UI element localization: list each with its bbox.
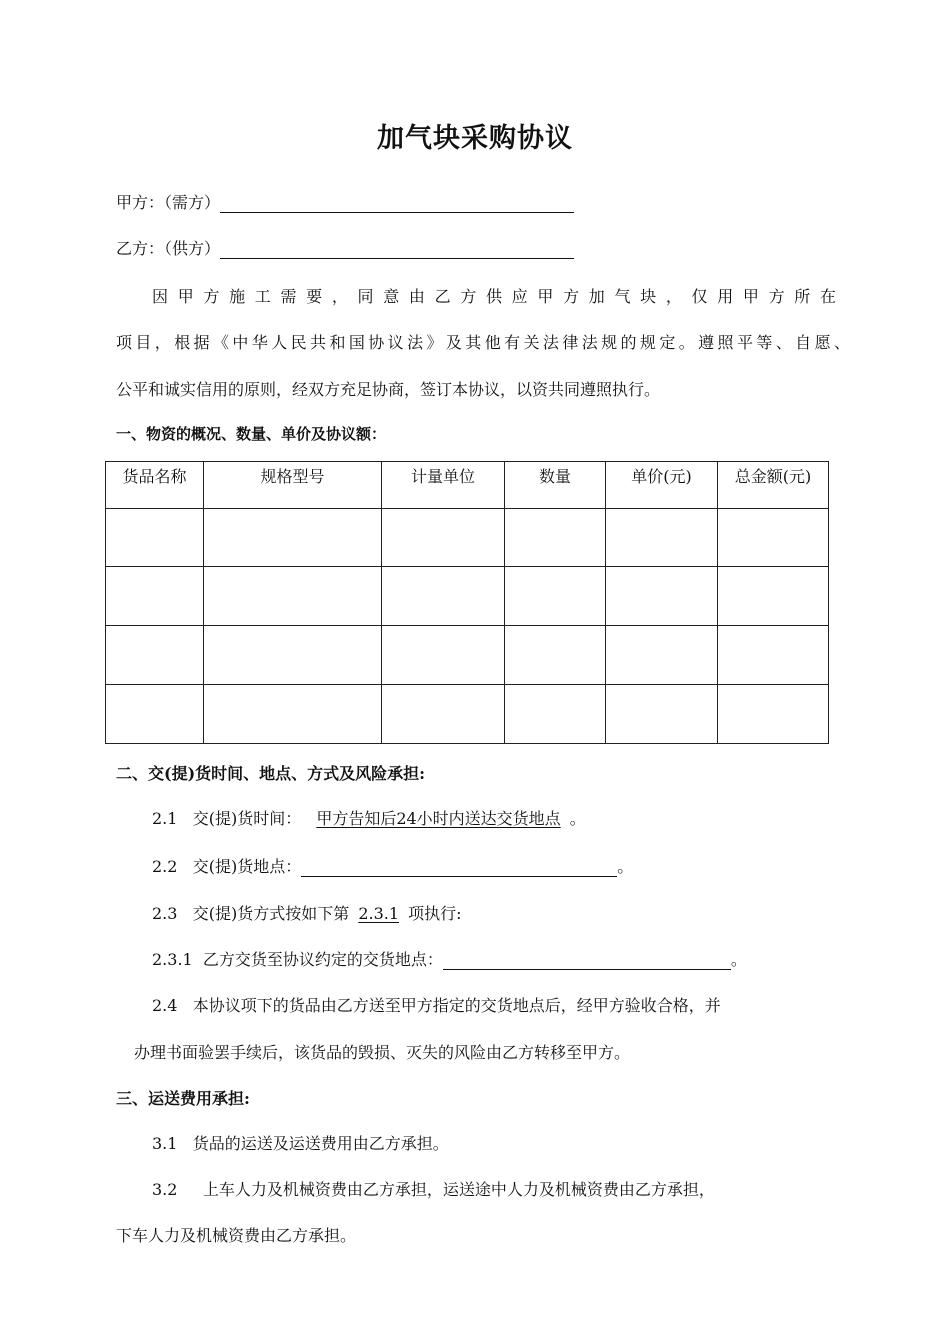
intro-line-2: 项目，根据《中华人民共和国协议法》及其他有关法律法规的规定。遵照平等、自愿、 xyxy=(116,333,850,352)
item-2-3-label: 交(提)货方式按如下第 xyxy=(192,904,350,923)
item-number: 2.4 xyxy=(152,996,178,1015)
item-2-1-label: 交(提)货时间： xyxy=(192,809,302,828)
item-2-1-end: 。 xyxy=(569,809,586,828)
section-1-heading: 一、物资的概况、数量、单价及协议额： xyxy=(116,425,387,443)
table-cell[interactable] xyxy=(204,626,382,685)
item-2-4-line-2: 办理书面验罢手续后，该货品的毁损、灭失的风险由乙方转移至甲方。 xyxy=(134,1043,631,1062)
item-number: 3.2 xyxy=(152,1180,178,1199)
item-number: 2.1 xyxy=(152,809,178,828)
party-a-blank[interactable] xyxy=(220,192,574,213)
table-cell[interactable] xyxy=(106,509,204,567)
item-2-1 xyxy=(152,806,586,829)
party-b-row xyxy=(116,236,574,259)
agreed-delivery-place-blank[interactable] xyxy=(443,950,731,970)
item-2-3-1-label: 乙方交货至协议约定的交货地点： xyxy=(202,950,443,969)
item-2-4-line-1 xyxy=(152,993,721,1016)
party-a-label: 甲方：（需方） xyxy=(116,193,221,212)
table-row xyxy=(106,626,829,685)
table-cell[interactable] xyxy=(718,567,829,626)
table-cell[interactable] xyxy=(204,509,382,567)
col-header-spec: 规格型号 xyxy=(204,462,382,509)
table-cell[interactable] xyxy=(382,567,505,626)
table-cell[interactable] xyxy=(204,685,382,744)
item-2-3-1 xyxy=(152,947,747,970)
item-2-2-label: 交(提)货地点： xyxy=(192,857,302,876)
table-cell[interactable] xyxy=(382,685,505,744)
table-cell[interactable] xyxy=(505,509,606,567)
item-number: 2.3 xyxy=(152,904,178,923)
item-number: 2.2 xyxy=(152,857,178,876)
section-3-heading: 三、运送费用承担: xyxy=(116,1089,250,1108)
section-2-heading: 二、交(提)货时间、地点、方式及风险承担: xyxy=(116,764,426,783)
party-b-blank[interactable] xyxy=(220,238,574,259)
col-header-total: 总金额(元) xyxy=(718,462,829,509)
table-row xyxy=(106,567,829,626)
goods-table xyxy=(105,461,829,744)
table-cell[interactable] xyxy=(106,685,204,744)
delivery-method-value[interactable]: 2.3.1 xyxy=(358,904,400,923)
item-3-2-text: 上车人力及机械资费由乙方承担，运送途中人力及机械资费由乙方承担， xyxy=(202,1180,715,1199)
document-title: 加气块采购协议 xyxy=(377,123,573,154)
table-cell[interactable] xyxy=(106,567,204,626)
table-cell[interactable] xyxy=(204,567,382,626)
table-cell[interactable] xyxy=(382,626,505,685)
delivery-place-blank[interactable] xyxy=(301,857,617,877)
item-2-3-end: 项执行: xyxy=(408,904,462,923)
party-b-label: 乙方：（供方） xyxy=(116,239,221,258)
table-cell[interactable] xyxy=(106,626,204,685)
item-2-2 xyxy=(152,854,633,877)
col-header-quantity: 数量 xyxy=(505,462,606,509)
item-3-2-line-1 xyxy=(152,1177,715,1200)
col-header-unit: 计量单位 xyxy=(382,462,505,509)
item-3-2-line-2: 下车人力及机械资费由乙方承担。 xyxy=(116,1226,357,1245)
table-cell[interactable] xyxy=(505,685,606,744)
table-row xyxy=(106,685,829,744)
table-cell[interactable] xyxy=(606,685,718,744)
item-number: 3.1 xyxy=(152,1134,178,1153)
item-2-3-1-end: 。 xyxy=(730,950,747,969)
item-3-1-text: 货品的运送及运送费用由乙方承担。 xyxy=(192,1134,449,1153)
col-header-name: 货品名称 xyxy=(106,462,204,509)
table-cell[interactable] xyxy=(718,509,829,567)
item-3-1 xyxy=(152,1131,449,1154)
table-cell[interactable] xyxy=(505,626,606,685)
col-header-unit-price: 单价(元) xyxy=(606,462,718,509)
table-cell[interactable] xyxy=(505,567,606,626)
party-a-row xyxy=(116,190,574,213)
item-2-2-end: 。 xyxy=(617,857,634,876)
table-cell[interactable] xyxy=(718,685,829,744)
item-2-4-text: 本协议项下的货品由乙方送至甲方指定的交货地点后，经甲方验收合格，并 xyxy=(192,996,721,1015)
table-cell[interactable] xyxy=(606,567,718,626)
table-row xyxy=(106,509,829,567)
table-cell[interactable] xyxy=(718,626,829,685)
intro-line-3: 公平和诚实信用的原则，经双方充足协商，签订本协议，以资共同遵照执行。 xyxy=(116,380,661,399)
item-2-3 xyxy=(152,901,462,924)
table-cell[interactable] xyxy=(606,626,718,685)
table-header-row xyxy=(106,462,829,509)
intro-line-1: 因甲方施工需要，同意由乙方供应甲方加气块，仅用甲方所在 xyxy=(152,287,836,306)
table-cell[interactable] xyxy=(606,509,718,567)
item-number: 2.3.1 xyxy=(152,950,193,969)
delivery-time-value[interactable]: 甲方告知后24小时内送达交货地点 xyxy=(316,809,561,828)
table-cell[interactable] xyxy=(382,509,505,567)
